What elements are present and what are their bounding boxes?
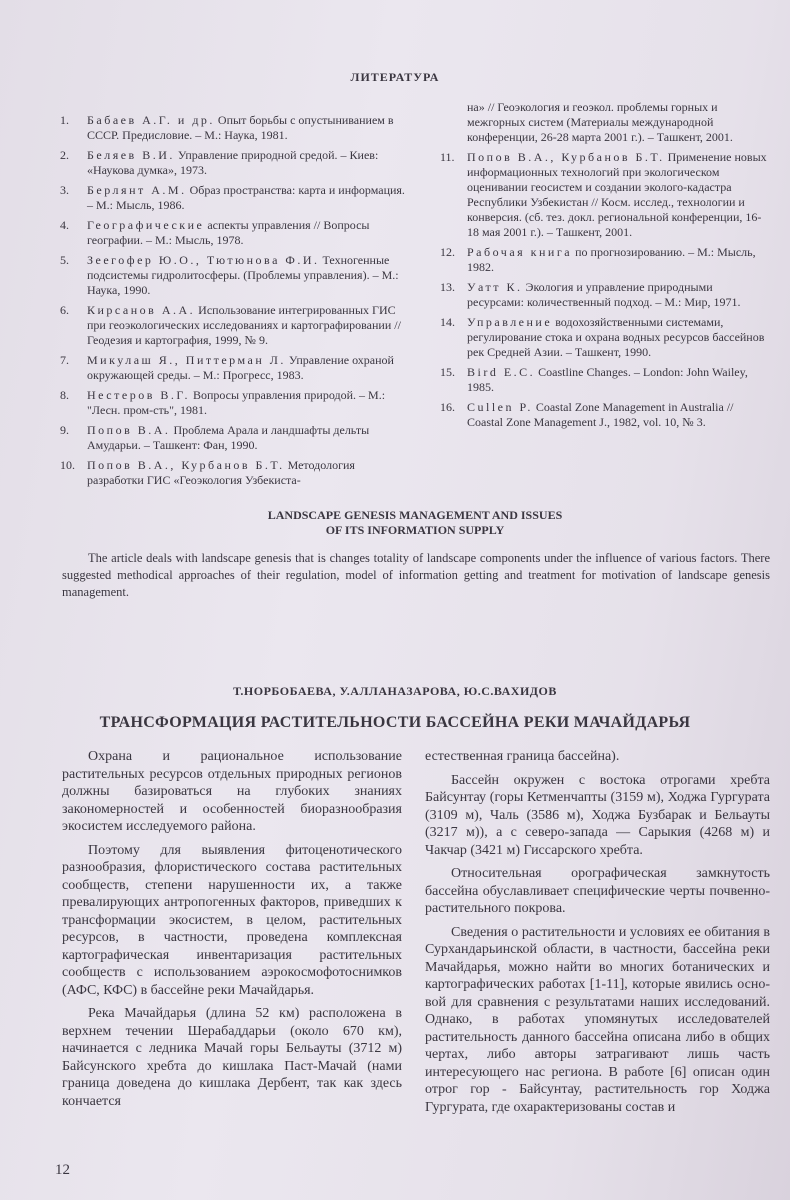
reference-item: 8. Нестеров В.Г. Вопросы управления природой. – М.: "Лесн. пром-сть", 1981. bbox=[60, 388, 386, 417]
references-heading: ЛИТЕРАТУРА bbox=[350, 70, 440, 84]
reference-item: 4. Географические аспекты управления // Вопросы географии. – М.: Мысль, 1978. bbox=[60, 218, 370, 247]
body-paragraph-continuation: естественная граница бассейна). bbox=[425, 749, 620, 764]
body-paragraph: Сведения о растительности и условиях ее обитания в Сурхандарьинской области, в частности, бассейна реки Мачайдарья, можно найти во многих ботанических и картографических работах [1-11], которые явились основой для сравнения с результатами наших исследований. Однако, в работах упомянутых исследователей растительность данного бассейна описана либо в общих чертах, либо авторы затрагивают лишь часть интересующего нас региона. В работе [6] описан один отрог гор - Байсунтау, растительность гор Ходжа Гургурата, где охарактеризованы состав и bbox=[425, 924, 770, 1115]
body-paragraph: Охрана и рациональное использование растительных ресурсов отдельных природных регионов должны базироваться на глубоких знаниях закономерностей и особенностей биоразнообразия экосистем исследуемого района. bbox=[62, 749, 402, 834]
english-title-line-2: OF ITS INFORMATION SUPPLY bbox=[325, 523, 505, 537]
reference-item: 5. Зеегофер Ю.О., Тютюнова Ф.И. Техногенные подсистемы гидролитосферы. (Проблемы управления). – М.: Наука, 1990. bbox=[60, 253, 399, 297]
body-paragraph: Поэтому для выявления фитоценотического разнообразия, флористического состава растительных сообществ, степени нарушенности их, а также превалирующих антропогенных факторов, приведших к трансформации экосистем, в целом, растительных ресурсов, в частности, проведена комплексная картографическая инвентаризация растительных сообществ с использованием аэрокосмофотоснимков (АФС, КФС) в бассейне реки Мачайдарья. bbox=[62, 842, 402, 998]
reference-item: 6. Кирсанов А.А. Использование интегрированных ГИС при геоэкологических исследованиях и картографировании // Геодезия и картография, 1999, № 9. bbox=[60, 303, 401, 347]
reference-continuation: на» // Геоэкология и геоэкол. проблемы горных и межгорных систем (Материалы международной конференции, 26-28 марта 2001 г.). – Ташкент, 2001. bbox=[467, 100, 733, 144]
reference-item: 14. Управление водохозяйственными системами, регулирование стока и охрана водных ресурсов бассейнов рек Средней Азии. – Ташкент, 1990. bbox=[440, 315, 765, 359]
page-number: 12 bbox=[55, 1162, 70, 1178]
reference-item: 12. Рабочая книга по прогнозированию. – М.: Мысль, 1982. bbox=[440, 245, 756, 274]
article-authors: Т.НОРБОБАЕВА, У.АЛЛАНАЗАРОВА, Ю.С.ВАХИДОВ bbox=[233, 684, 557, 698]
reference-item: 3. Берлянт А.М. Образ пространства: карта и информация. – М.: Мысль, 1986. bbox=[60, 183, 405, 212]
article-body-left bbox=[62, 748, 402, 1116]
reference-item: 15. Bird E.C. Coastline Changes. – London: John Wailey, 1985. bbox=[440, 365, 748, 394]
reference-item: 13. Уатт К. Экология и управление природными ресурсами: количественный подход. – М.: Мир, 1971. bbox=[440, 280, 741, 309]
reference-item: 16. Cullen P. Coastal Zone Management in Australia // Coastal Zone Management J., 1982, vol. 10, № 3. bbox=[440, 400, 734, 429]
reference-item: 7. Микулаш Я., Питтерман Л. Управление охраной окружающей среды. – М.: Прогресс, 1983. bbox=[60, 353, 394, 382]
reference-item: 9. Попов В.А. Проблема Арала и ландшафты дельты Амударьи. – Ташкент: Фан, 1990. bbox=[60, 423, 370, 452]
english-title-line-1: LANDSCAPE GENESIS MANAGEMENT AND ISSUES bbox=[267, 508, 563, 522]
english-title bbox=[0, 508, 790, 538]
reference-item: 10. Попов В.А., Курбанов Б.Т. Методология разработки ГИС «Геоэкология Узбекиста- bbox=[60, 458, 355, 487]
english-abstract: The article deals with landscape genesis that is changes totality of landscape components under the influence of various factors. There suggested methodical approaches of their regulation, model of information getting and treatment for motivation of landscape genesis management. bbox=[62, 551, 770, 599]
reference-item: 2. Беляев В.И. Управление природной средой. – Киев: «Наукова думка», 1973. bbox=[60, 148, 379, 177]
references-left-column bbox=[60, 113, 405, 493]
reference-item: 11. Попов В.А., Курбанов Б.Т. Применение новых информационных технологий при экологическом оценивании геосистем и создании эколого-кадастра Республики Узбекистан // Косм. исслед., технологии и конверсия. (сб. тез. докл. региональной конференции, 16-18 мая 2001 г.). – Ташкент, 2001. bbox=[440, 150, 767, 239]
body-paragraph: Река Мачайдарья (длина 52 км) расположена в верхнем течении Шерабаддарьи (около 670 км), начинается с ледника Мачай горы Бельауты (3712 м) Байсунского хребта до кишлака Паст-Мачай (нами граница доведена до кишлака Дербент, так как здесь кончается bbox=[62, 1006, 402, 1109]
body-paragraph: Относительная орографическая замкнутость бассейна обуславливает специфические черты почвенно-растительного покрова. bbox=[425, 866, 770, 916]
references-right-column bbox=[440, 100, 770, 435]
article-title: ТРАНСФОРМАЦИЯ РАСТИТЕЛЬНОСТИ БАССЕЙНА РЕКИ МАЧАЙДАРЬЯ bbox=[99, 714, 691, 731]
article-body-right bbox=[425, 748, 770, 1122]
body-paragraph: Бассейн окружен с востока отрогами хребта Байсунтау (горы Кетменчапты (3159 м), Ходжа Гургурата (3109 м), Чаль (3586 м), Ходжа Бузбарак и Бельауты (3217 м)), а с северо-запада — Сарыкия (4268 м) и Чакчар (3421 м) Гиссарского хребта. bbox=[425, 772, 770, 858]
reference-item: 1. Бабаев А.Г. и др. Опыт борьбы с опустыниванием в СССР. Предисловие. – М.: Наука, 1981. bbox=[60, 113, 394, 142]
